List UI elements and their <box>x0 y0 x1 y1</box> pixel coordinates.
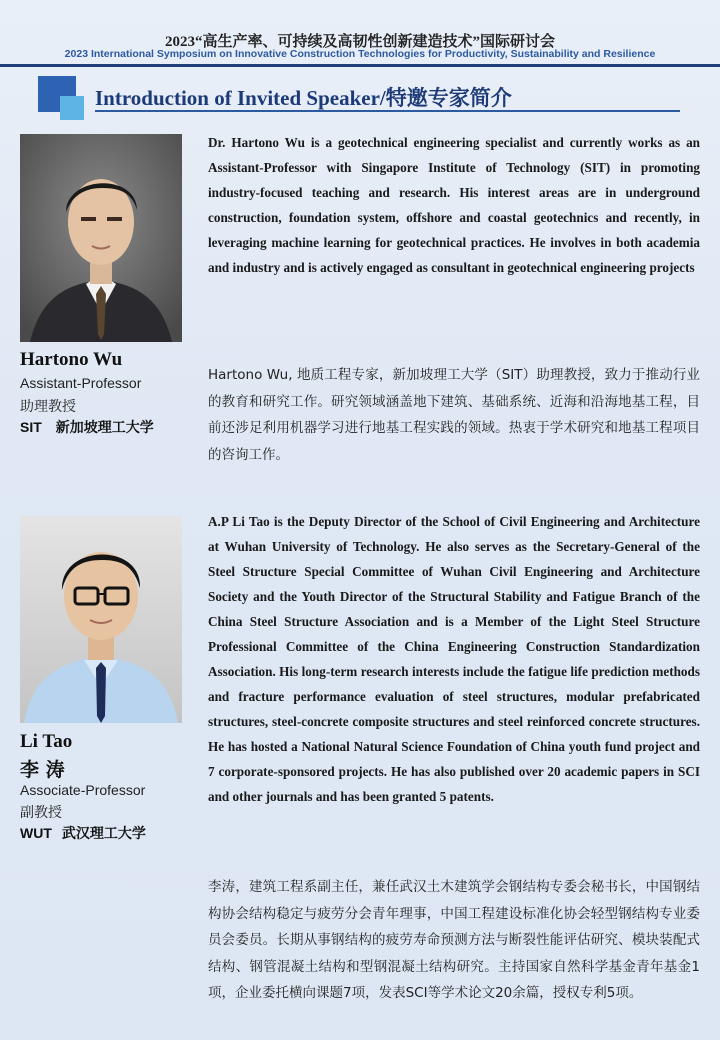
speaker-title-en: Associate-Professor <box>20 782 146 798</box>
speaker-title-en: Assistant-Professor <box>20 375 142 391</box>
institution-abbr: SIT <box>20 419 42 435</box>
institution-name-cn: 武汉理工大学 <box>61 825 146 841</box>
header-divider <box>0 64 720 67</box>
speaker-bio-cn: Hartono Wu, 地质工程专家，新加坡理工大学（SIT）助理教授，致力于推动行业的教育和研究工作。研究领域涵盖地下建筑、基础系统、近海和沿海地基工程，目前还涉足利用机器学习进行地基工程实践的领域。热衷于学术研究和地基工程项目的咨询工作。 <box>208 367 700 463</box>
section-underline <box>95 110 680 112</box>
speaker-institution <box>20 823 146 843</box>
speaker-bio-cn: 李涛，建筑工程系副主任，兼任武汉土木建筑学会钢结构专委会秘书长，中国钢结构协会结构稳定与疲劳分会青年理事，中国工程建设标准化协会轻型钢结构专业委员会委员。长期从事钢结构的疲劳寿命预测方法与断裂性能评估研究、模块装配式结构、钢管混凝土结构和型钢混凝土结构研究。主持国家自然科学基金青年基金1项，企业委托横向课题7项，发表SCI等学术论文20余篇，授权专利5项。 <box>208 879 700 1001</box>
speaker-bio-en: A.P Li Tao is the Deputy Director of the School of Civil Engineering and Architecture at Wuhan University of Technology. He also serves as the Secretary-General of the Steel Structure Special Committee of Wuhan Civil Engineering and Architecture Society and the Youth Director of the Structural Stability and Fatigue Branch of the China Steel Structure Association and is a Member of the Light Steel Structure Professional Committee of the China Engineering Construction Standardization Association. His long-term research interests include the fatigue life prediction methods and fracture performance evaluation of steel structures, modular prefabricated structures, steel-concrete composite structures and steel reinforced concrete structures. He has hosted a National Natural Science Foundation of China youth fund project and 7 corporate-sponsored projects. He has also published over 20 academic papers in SCI and other journals and has been granted 5 patents. <box>208 514 700 804</box>
speaker-name: Li Tao <box>20 731 73 752</box>
speaker-name: Hartono Wu <box>20 349 123 370</box>
speaker-bio-en: Dr. Hartono Wu is a geotechnical engineering specialist and currently works as an Assistant-Professor with Singapore Institute of Technology (SIT) in promoting industry-focused teaching and research. His interest areas are in underground construction, foundation system, offshore and coastal geotechnics and recently, in leveraging machine learning for geotechnical practices. He involves in both academia and industry and is actively engaged as consultant in geotechnical engineering projects <box>208 135 700 275</box>
page-header <box>0 0 720 66</box>
institution-name-cn: 新加坡理工大学 <box>55 419 154 435</box>
symposium-title-cn: 2023“高生产率、可持续及高韧性创新建造技术”国际研讨会 <box>164 34 555 50</box>
speaker-name-cn: 李 涛 <box>20 759 65 781</box>
section-title: Introduction of Invited Speaker/特邀专家简介 <box>95 86 512 110</box>
speaker-title-cn: 副教授 <box>20 805 62 821</box>
speaker-title-cn: 助理教授 <box>20 399 76 415</box>
institution-abbr: WUT <box>20 825 52 841</box>
symposium-title-en: 2023 International Symposium on Innovative Construction Technologies for Productivity, Sustainability and Resilience <box>64 48 656 60</box>
title-decoration-square-light <box>60 96 84 120</box>
speaker-photo-li-tao <box>20 516 182 723</box>
speaker-photo-hartono-wu <box>20 134 182 342</box>
speaker-institution <box>20 417 154 437</box>
